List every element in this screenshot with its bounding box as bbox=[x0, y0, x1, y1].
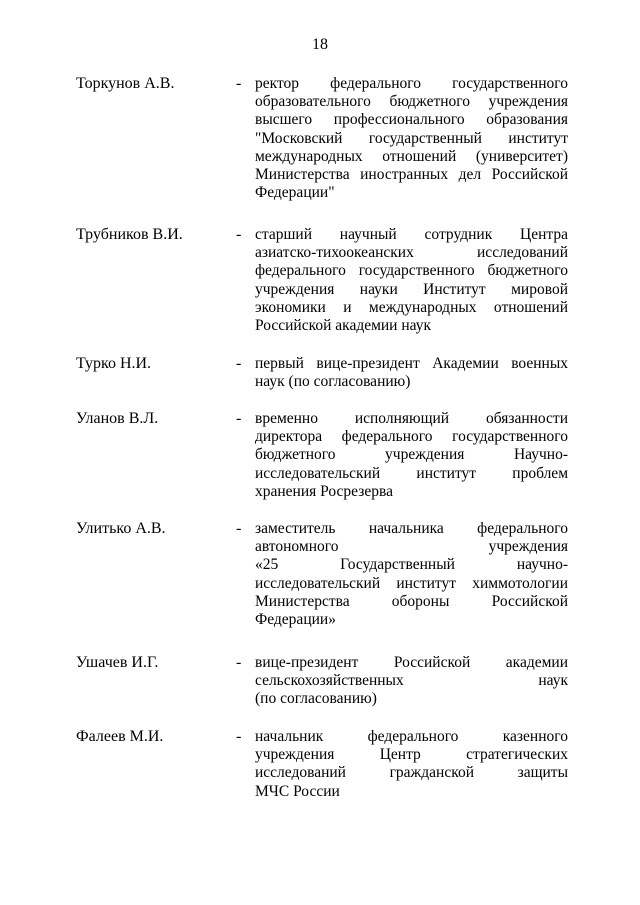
dash-separator: - bbox=[236, 654, 242, 671]
person-name: Уланов В.Л. bbox=[76, 410, 159, 427]
description-line: наук (по согласованию) bbox=[255, 373, 411, 391]
description-line: Федерации" bbox=[255, 184, 335, 202]
description-line: Российской академии наук bbox=[255, 317, 432, 335]
description-line: автономного учреждения bbox=[255, 538, 568, 556]
description-line: (по согласованию) bbox=[255, 690, 377, 708]
description-line: заместитель начальника федерального bbox=[255, 520, 568, 537]
dash-separator: - bbox=[236, 520, 242, 537]
description-line: МЧС России bbox=[255, 782, 340, 800]
position-description bbox=[255, 355, 568, 391]
description-line: Федерации» bbox=[255, 611, 336, 629]
page-number: 18 bbox=[312, 36, 328, 53]
description-line: "Московский государственный институт bbox=[255, 129, 568, 147]
dash-separator: - bbox=[236, 728, 242, 745]
description-line: хранения Росрезерва bbox=[255, 482, 393, 500]
description-line: директора федерального государственного bbox=[255, 428, 568, 446]
dash-separator: - bbox=[236, 410, 242, 427]
description-line: первый вице-президент Академии военных bbox=[255, 355, 568, 372]
description-line: азиатско-тихоокеанских исследований bbox=[255, 244, 568, 262]
description-line: учреждения науки Институт мировой bbox=[255, 280, 568, 298]
person-name: Ушачев И.Г. bbox=[76, 654, 159, 671]
description-line: образовательного бюджетного учреждения bbox=[255, 93, 568, 111]
description-line: старший научный сотрудник Центра bbox=[255, 226, 568, 243]
person-name: Торкунов А.В. bbox=[76, 75, 175, 92]
description-line: ректор федерального государственного bbox=[255, 75, 568, 92]
dash-separator: - bbox=[236, 75, 242, 92]
description-line: Министерства иностранных дел Российской bbox=[255, 166, 568, 184]
position-description bbox=[255, 410, 568, 501]
dash-separator: - bbox=[236, 355, 242, 372]
position-description bbox=[255, 654, 568, 709]
position-description bbox=[255, 728, 568, 801]
description-line: международных отношений (университет) bbox=[255, 147, 568, 165]
description-line: высшего профессионального образования bbox=[255, 111, 568, 129]
description-line: сельскохозяйственных наук bbox=[255, 672, 568, 690]
description-line: учреждения Центр стратегических bbox=[255, 746, 568, 764]
description-line: исследовательский институт химмотологии bbox=[255, 574, 568, 592]
description-line: начальник федерального казенного bbox=[255, 728, 568, 745]
description-line: федерального государственного бюджетного bbox=[255, 262, 568, 280]
position-description bbox=[255, 520, 568, 629]
person-name: Улитько А.В. bbox=[76, 520, 166, 537]
position-description bbox=[255, 75, 568, 202]
description-line: «25 Государственный научно- bbox=[255, 556, 568, 574]
description-line: исследовательский институт проблем bbox=[255, 464, 568, 482]
person-name: Трубников В.И. bbox=[76, 226, 183, 243]
position-description bbox=[255, 226, 568, 335]
description-line: экономики и международных отношений bbox=[255, 298, 568, 316]
description-line: бюджетного учреждения Научно- bbox=[255, 446, 568, 464]
description-line: временно исполняющий обязанности bbox=[255, 410, 568, 427]
dash-separator: - bbox=[236, 226, 242, 243]
description-line: вице-президент Российской академии bbox=[255, 654, 568, 671]
person-name: Турко Н.И. bbox=[76, 355, 152, 372]
description-line: Министерства обороны Российской bbox=[255, 592, 568, 610]
person-name: Фалеев М.И. bbox=[76, 728, 164, 745]
description-line: исследований гражданской защиты bbox=[255, 764, 568, 782]
